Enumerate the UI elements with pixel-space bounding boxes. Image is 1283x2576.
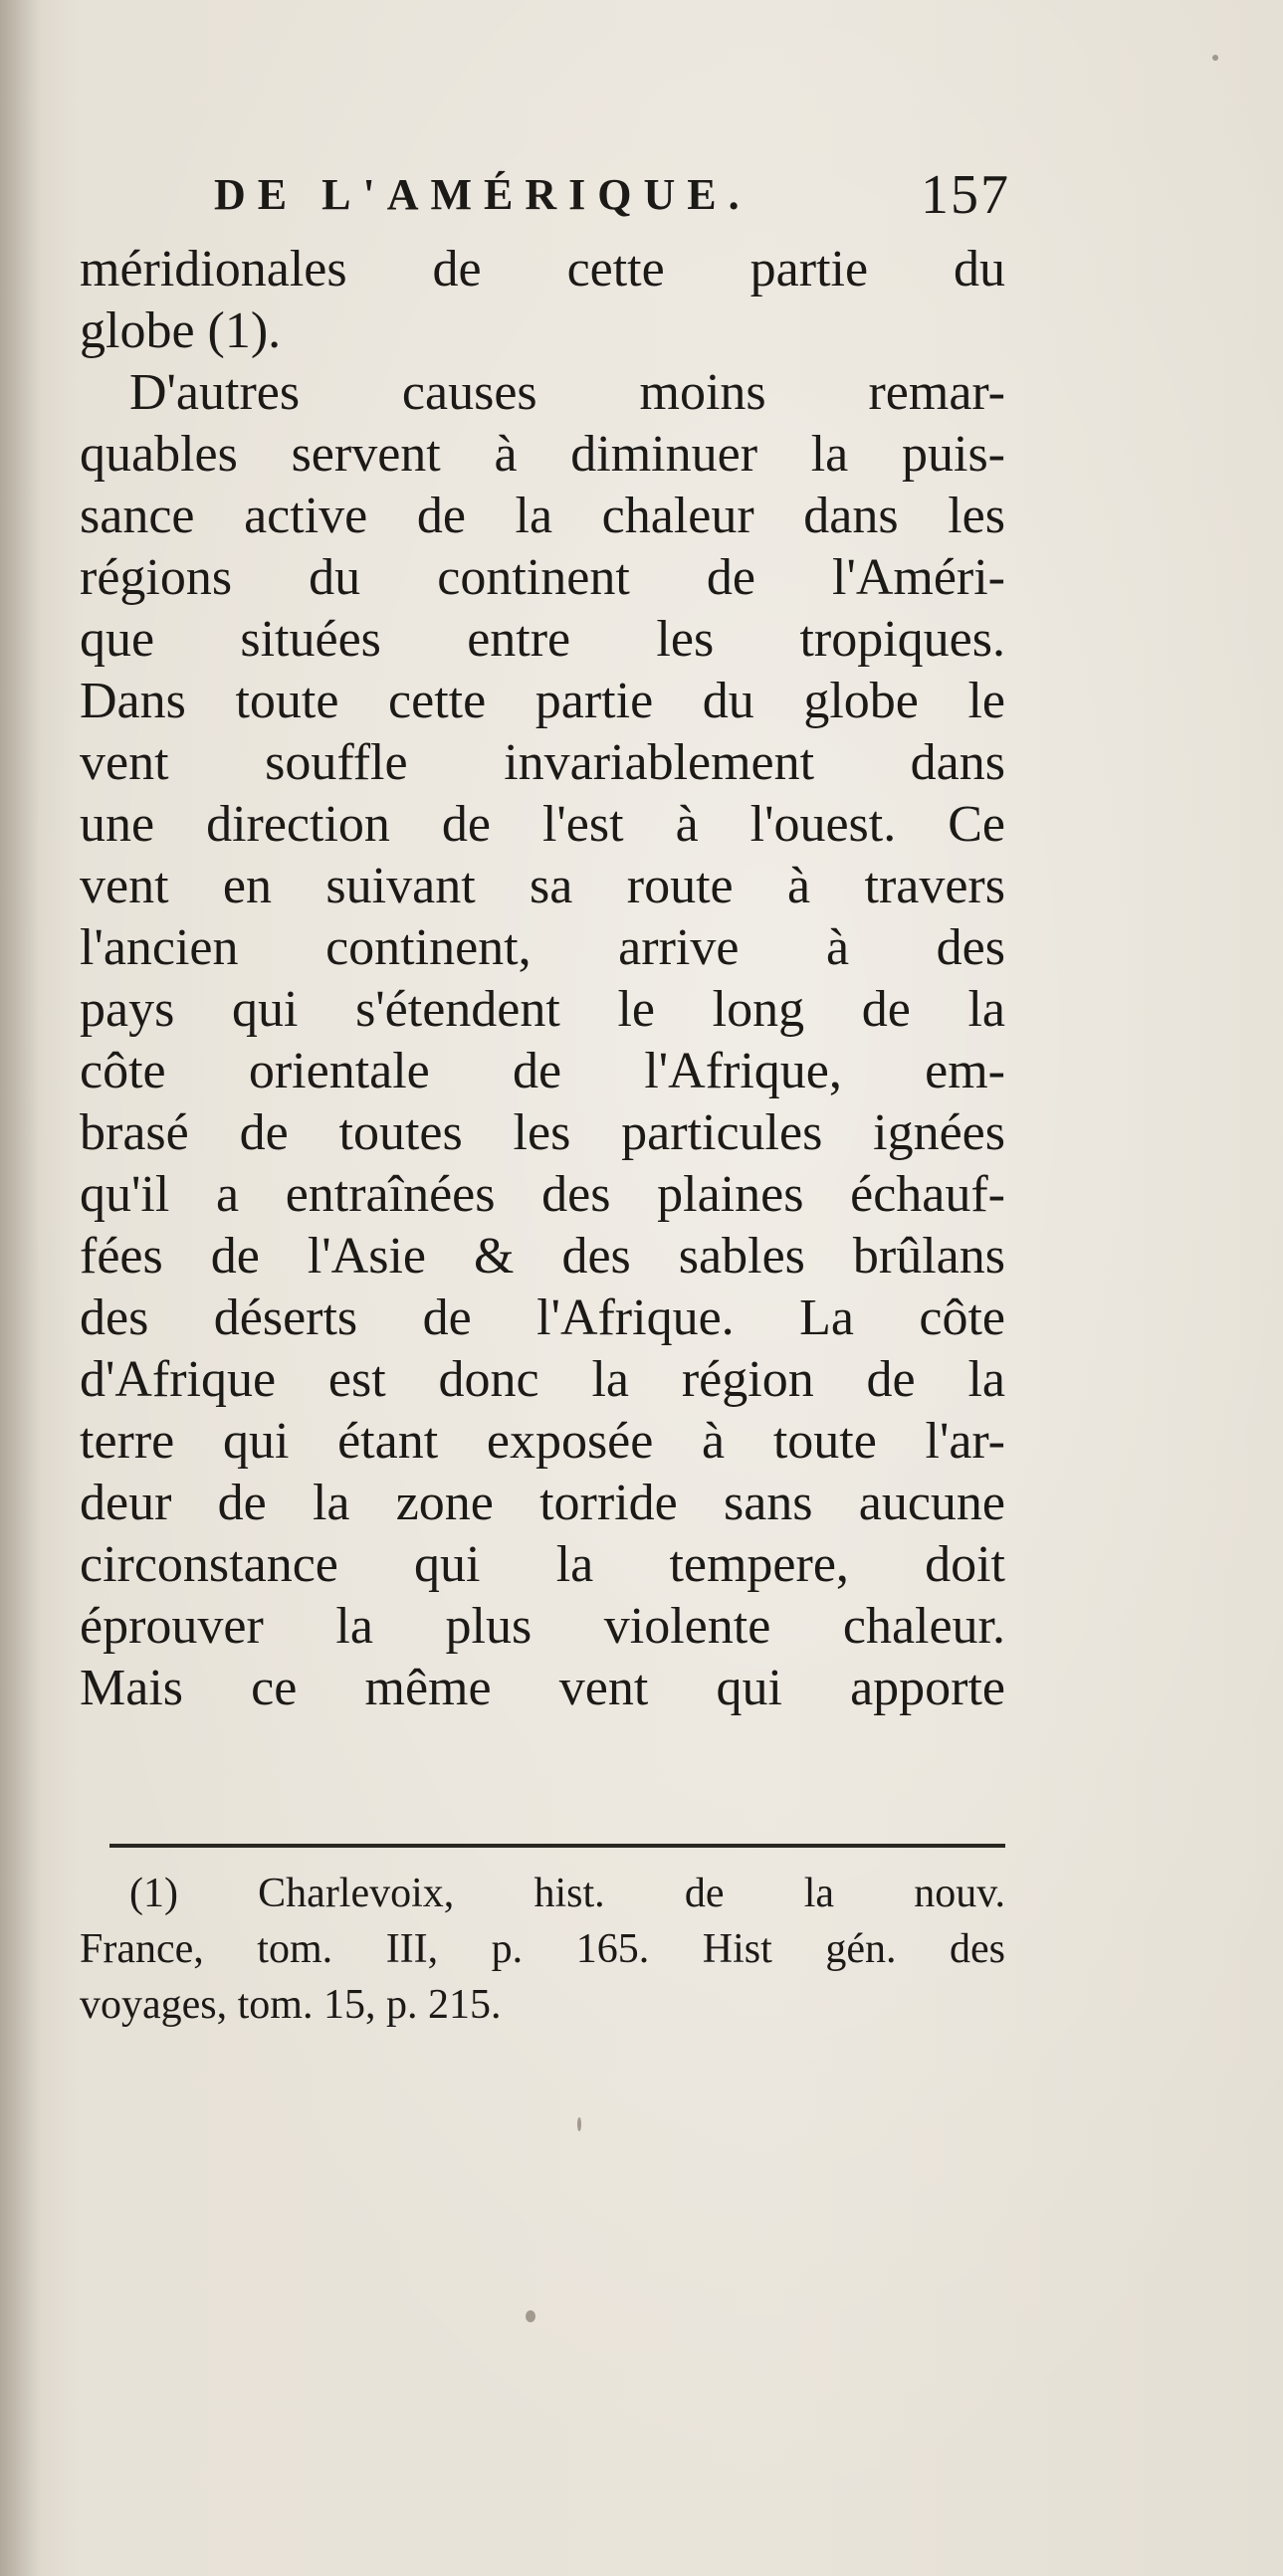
- text-line: D'autres causes moins remar-: [129, 364, 1005, 421]
- text-line: terre qui étant exposée à toute l'ar-: [80, 1413, 1005, 1470]
- text-line: l'ancien continent, arrive à des: [80, 919, 1005, 976]
- paper-speck: [526, 2310, 535, 2322]
- footnote-line: (1) Charlevoix, hist. de la nouv.: [129, 1871, 1005, 1916]
- footnote: [80, 1866, 1005, 2033]
- text-line: méridionales de cette partie du: [80, 241, 1005, 297]
- text-line: qu'il a entraînées des plaines échauf-: [80, 1166, 1005, 1223]
- text-line: globe (1).: [80, 302, 282, 359]
- page-gutter-shadow: [0, 0, 40, 2576]
- running-head: DE L'AMÉRIQUE.: [214, 170, 751, 219]
- footnote-line: voyages, tom. 15, p. 215.: [80, 1982, 502, 2028]
- paper-speck: [1212, 55, 1218, 61]
- text-line: brasé de toutes les particules ignées: [80, 1104, 1005, 1161]
- body-text: [80, 239, 1005, 1719]
- text-line: côte orientale de l'Afrique, em-: [80, 1043, 1005, 1099]
- text-line: régions du continent de l'Améri-: [80, 549, 1005, 606]
- text-line: Mais ce même vent qui apporte: [80, 1660, 1005, 1716]
- text-line: des déserts de l'Afrique. La côte: [80, 1289, 1005, 1346]
- text-line: éprouver la plus violente chaleur.: [80, 1598, 1005, 1655]
- text-line: que situées entre les tropiques.: [80, 611, 1005, 668]
- text-line: sance active de la chaleur dans les: [80, 488, 1005, 544]
- text-line: d'Afrique est donc la région de la: [80, 1351, 1005, 1408]
- text-line: fées de l'Asie & des sables brûlans: [80, 1228, 1005, 1285]
- page-number: 157: [921, 164, 1010, 226]
- page-header: [214, 164, 1010, 229]
- text-line: une direction de l'est à l'ouest. Ce: [80, 796, 1005, 853]
- text-line: quables servent à diminuer la puis-: [80, 426, 1005, 483]
- footnote-rule: [109, 1844, 1005, 1848]
- paper-speck: [577, 2117, 581, 2131]
- text-line: vent en suivant sa route à travers: [80, 858, 1005, 914]
- text-line: Dans toute cette partie du globe le: [80, 673, 1005, 729]
- text-line: pays qui s'étendent le long de la: [80, 981, 1005, 1038]
- text-line: vent souffle invariablement dans: [80, 734, 1005, 791]
- text-line: deur de la zone torride sans aucune: [80, 1475, 1005, 1531]
- text-line: circonstance qui la tempere, doit: [80, 1536, 1005, 1593]
- footnote-line: France, tom. III, p. 165. Hist gén. des: [80, 1926, 1005, 1972]
